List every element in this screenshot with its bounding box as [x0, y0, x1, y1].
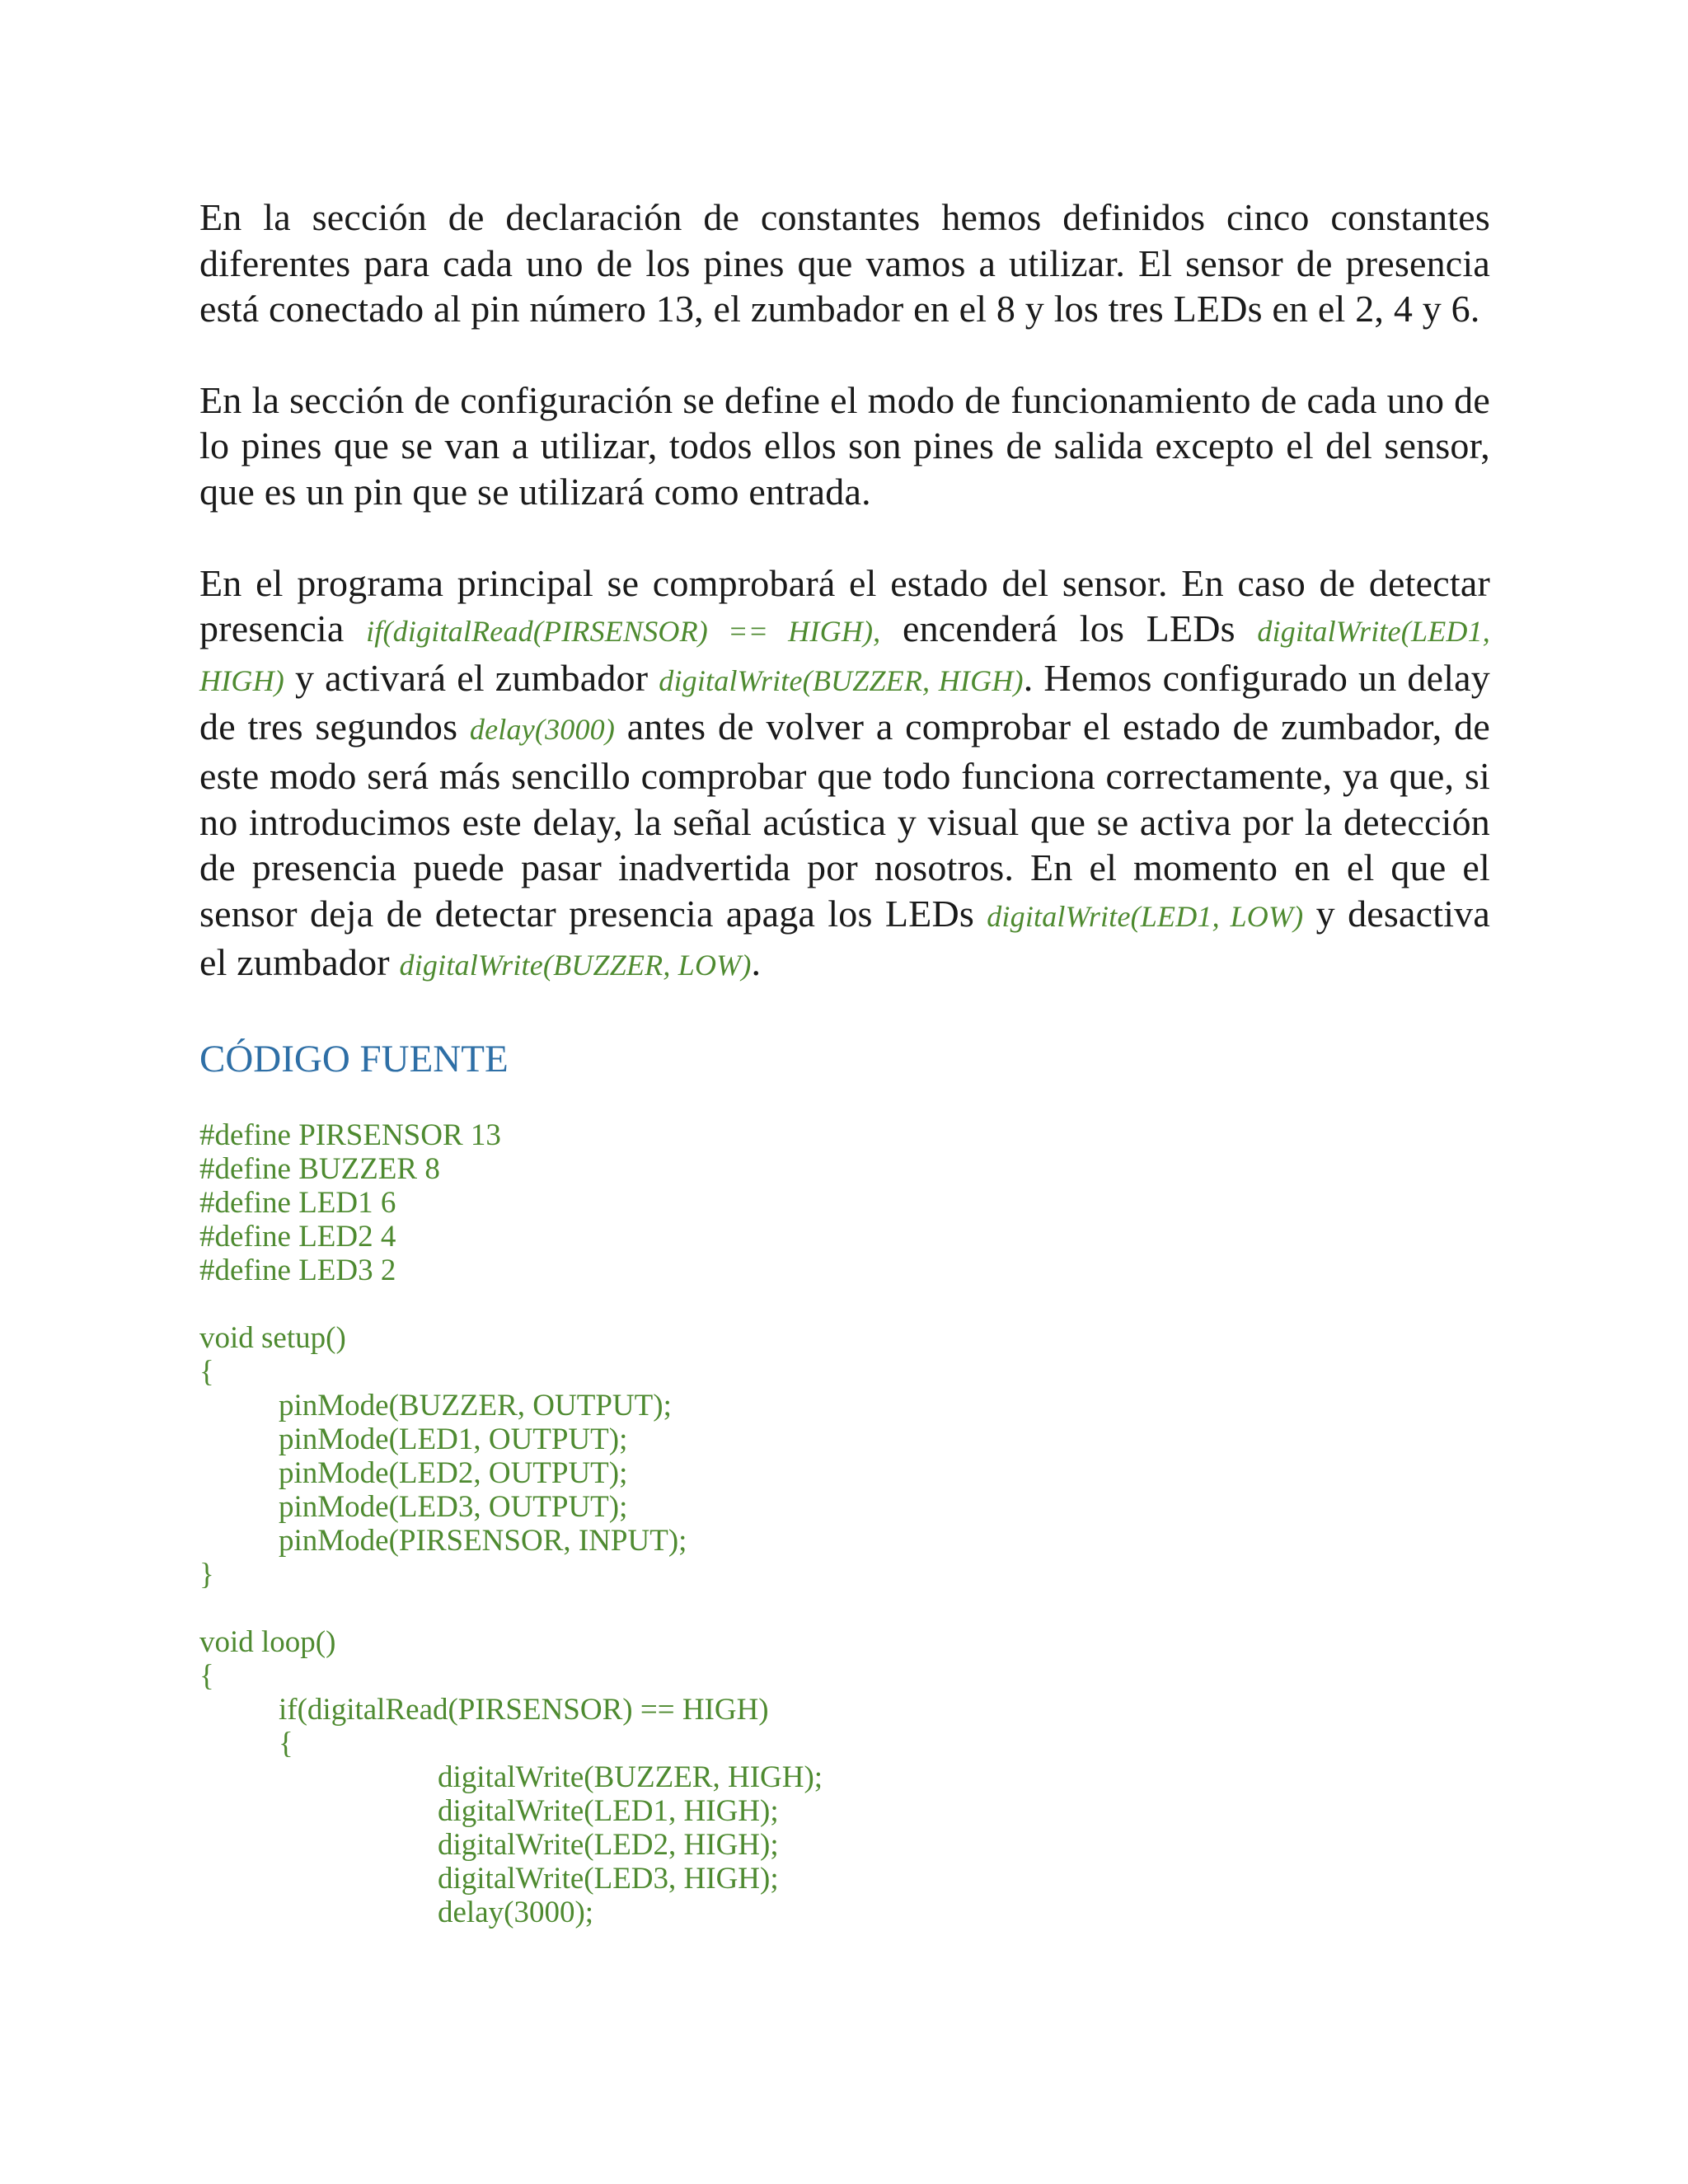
text-segment: encenderá los LEDs — [880, 607, 1258, 650]
text-segment: . Hemos configurado un delay de tres segundos — [199, 656, 1490, 748]
code-line: digitalWrite(LED2, HIGH); — [438, 1827, 779, 1862]
code-line: if(digitalRead(PIRSENSOR) == HIGH) — [279, 1692, 769, 1727]
paragraph-setup: En la sección de configuración se define el modo de funcionamiento de cada uno de lo pines que se van a utilizar, todos ellos son pines de salida excepto el del sensor, que es un pin que se utilizará como entrada. — [199, 378, 1490, 513]
document-page — [199, 194, 1490, 1929]
code-line: digitalWrite(LED3, HIGH); — [438, 1861, 779, 1896]
code-line: #define LED2 4 — [199, 1219, 396, 1254]
code-line: { — [199, 1354, 214, 1389]
code-line: pinMode(PIRSENSOR, INPUT); — [279, 1523, 687, 1558]
text-segment: y desactiva el zumbador — [199, 892, 1490, 984]
paragraph-loop — [199, 560, 1490, 989]
inline-code-buzzer-low: digitalWrite(BUZZER, LOW) — [399, 949, 752, 982]
code-line: void loop() — [199, 1624, 336, 1659]
code-line: pinMode(LED1, OUTPUT); — [279, 1422, 628, 1456]
text-segment: . — [751, 941, 762, 984]
code-line: pinMode(LED3, OUTPUT); — [279, 1489, 628, 1524]
text-segment: y activará el zumbador — [284, 656, 659, 699]
inline-code-if: if(digitalRead(PIRSENSOR) == HIGH), — [366, 615, 881, 649]
code-line: pinMode(BUZZER, OUTPUT); — [279, 1388, 672, 1422]
code-line: } — [199, 1557, 214, 1591]
inline-code-led-low: digitalWrite(LED1, LOW) — [987, 899, 1304, 933]
code-line: #define BUZZER 8 — [199, 1151, 440, 1186]
code-line: pinMode(LED2, OUTPUT); — [279, 1455, 628, 1490]
text-segment: antes de volver a comprobar el estado de zumbador, de este modo será más sencillo comprobar que todo funciona correctamente, ya que, si no introducimos este delay, la señal acústica y visual que se activa por la detección de presencia puede pasar inadvertida por nosotros. En el momento en el que el sensor deja de detectar presencia apaga los LEDs — [199, 705, 1490, 935]
blank-line — [199, 1287, 1490, 1321]
code-line: { — [199, 1658, 214, 1693]
source-code-block — [199, 1118, 1490, 1929]
code-line: delay(3000); — [438, 1895, 594, 1929]
code-line: { — [279, 1726, 293, 1760]
code-line: #define LED1 6 — [199, 1185, 396, 1220]
code-line: #define LED3 2 — [199, 1253, 396, 1287]
code-line: digitalWrite(BUZZER, HIGH); — [438, 1760, 823, 1794]
code-line: digitalWrite(LED1, HIGH); — [438, 1793, 779, 1828]
inline-code-buzzer-high: digitalWrite(BUZZER, HIGH) — [659, 663, 1024, 697]
paragraph-constants: En la sección de declaración de constantes hemos definidos cinco constantes diferentes para cada uno de los pines que vamos a utilizar. El sensor de presencia está conectado al pin número 13, el zumbador en el 8 y los tres LEDs en el 2, 4 y 6. — [199, 196, 1490, 330]
code-line: void setup() — [199, 1320, 346, 1355]
text-segment: En el programa principal se comprobará el estado del sensor. En caso de detectar presencia — [199, 561, 1490, 650]
inline-code-delay: delay(3000) — [469, 713, 616, 747]
inline-code-led-high: digitalWrite(LED1, HIGH) — [199, 615, 1490, 697]
section-heading: CÓDIGO FUENTE — [199, 1037, 509, 1080]
blank-line — [199, 1591, 1490, 1625]
code-line: #define PIRSENSOR 13 — [199, 1118, 501, 1152]
